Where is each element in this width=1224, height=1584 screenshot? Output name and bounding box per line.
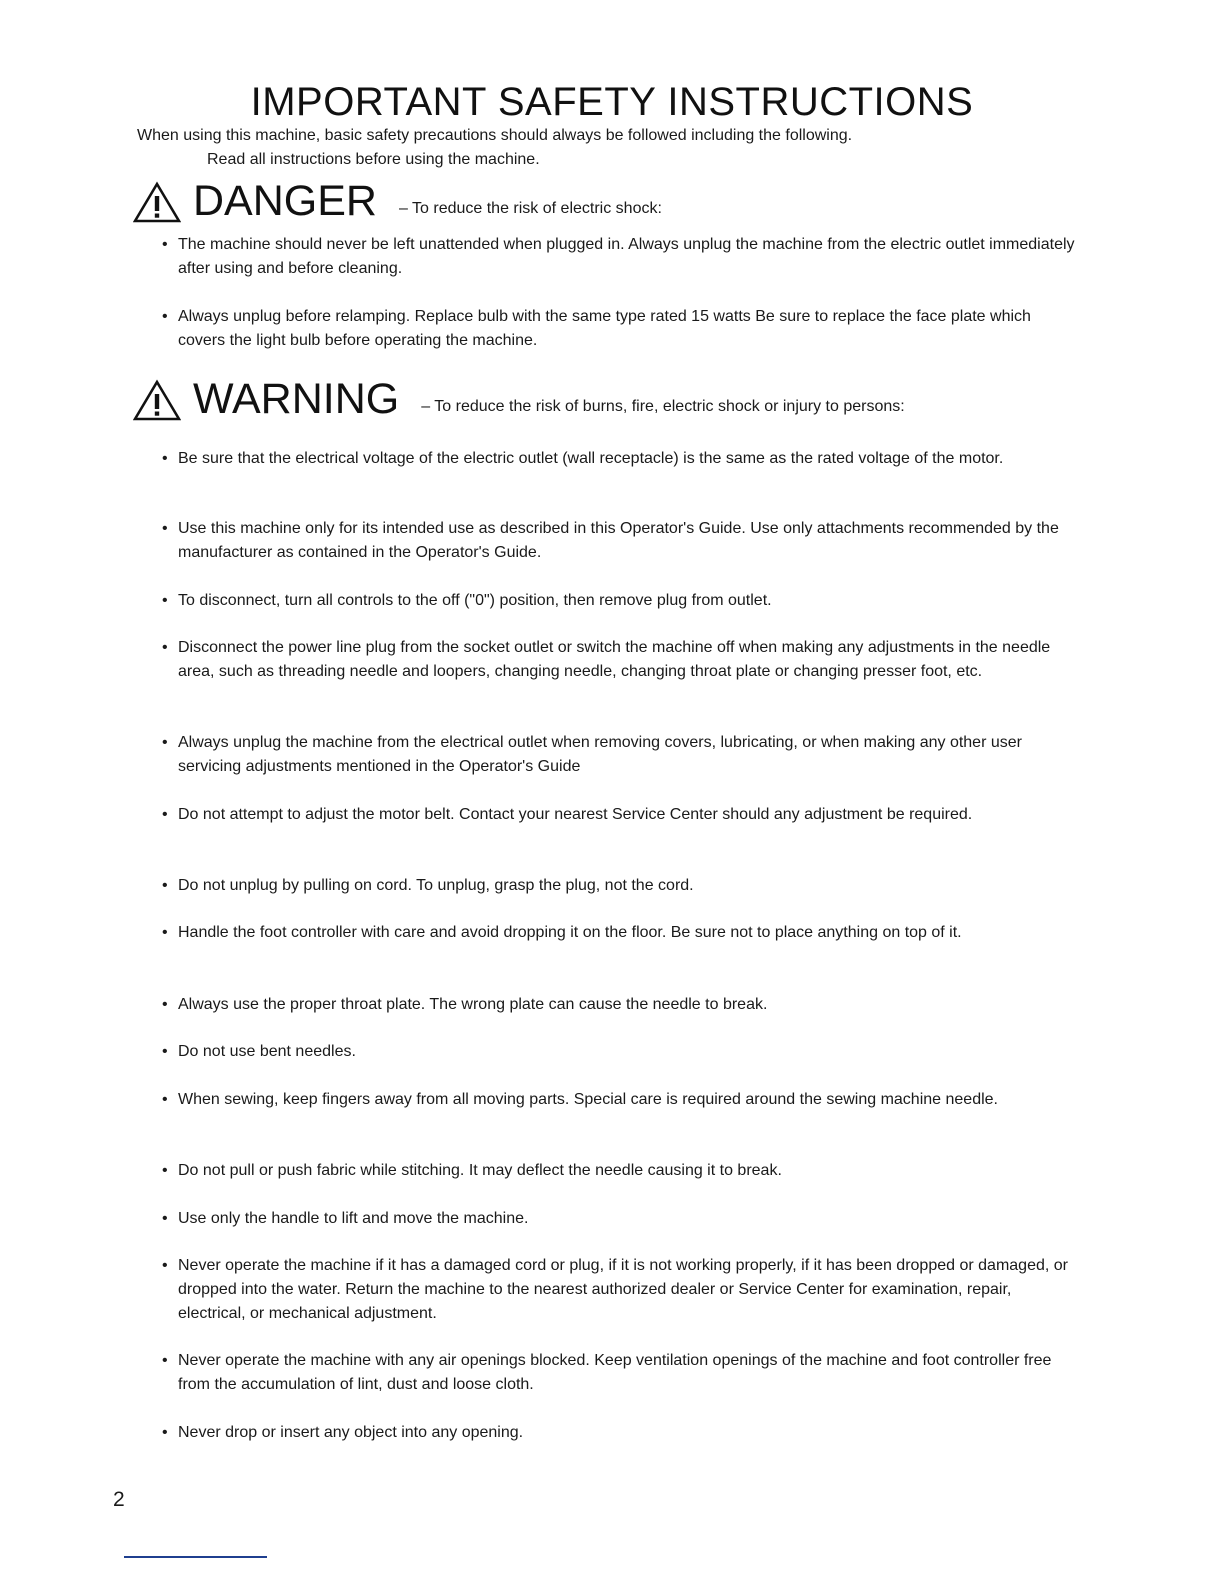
warning-item xyxy=(162,1207,1082,1231)
warning-item xyxy=(162,636,1082,684)
bullet: • xyxy=(162,1257,168,1274)
warning-label: WARNING xyxy=(193,375,400,423)
page-title: IMPORTANT SAFETY INSTRUCTIONS xyxy=(250,80,974,124)
warning-item-text: Use this machine only for its intended use as described in this Operator's Guide. Use only attachments recommended by the manufacturer as contained in the Operator's Guide. xyxy=(178,520,1059,561)
warning-item xyxy=(162,874,1082,898)
bullet: • xyxy=(162,236,168,253)
warning-item-text: Disconnect the power line plug from the socket outlet or switch the machine off when making any adjustments in the needle area, such as threading needle and loopers, changing needle, changing throat plate or changing presser foot, etc. xyxy=(178,639,1051,680)
warning-item-text: To disconnect, turn all controls to the off ("0") position, then remove plug from outlet. xyxy=(178,592,772,609)
warning-item xyxy=(162,589,1082,613)
bullet: • xyxy=(162,996,168,1013)
warning-item xyxy=(162,1040,1082,1064)
bullet: • xyxy=(162,639,168,656)
footer-rule xyxy=(124,1556,267,1558)
warning-item xyxy=(162,731,1082,779)
warning-item xyxy=(162,993,1082,1017)
intro-text: When using this machine, basic safety precautions should always be followed including the following. xyxy=(137,127,853,144)
danger-subtitle: – To reduce the risk of electric shock: xyxy=(398,200,662,217)
bullet: • xyxy=(162,450,168,467)
warning-item xyxy=(162,1349,1082,1397)
bullet: • xyxy=(162,1210,168,1227)
bullet: • xyxy=(162,734,168,751)
bullet: • xyxy=(162,1162,168,1179)
danger-item xyxy=(162,305,1082,353)
bullet: • xyxy=(162,308,168,325)
bullet: • xyxy=(162,806,168,823)
warning-item-text: Be sure that the electrical voltage of the electric outlet (wall receptacle) is the same as the rated voltage of the motor. xyxy=(178,450,1004,467)
warning-item xyxy=(162,921,1082,945)
warning-item-text: Do not unplug by pulling on cord. To unplug, grasp the plug, not the cord. xyxy=(178,877,694,894)
warning-item xyxy=(162,1421,1082,1445)
warning-triangle-icon xyxy=(133,181,181,223)
warning-item xyxy=(162,517,1082,565)
warning-item-text: Never drop or insert any object into any opening. xyxy=(178,1424,524,1441)
danger-label: DANGER xyxy=(193,177,377,225)
warning-item xyxy=(162,1254,1082,1326)
warning-subtitle: – To reduce the risk of burns, fire, electric shock or injury to persons: xyxy=(421,398,905,415)
bullet: • xyxy=(162,520,168,537)
warning-item-text: Do not attempt to adjust the motor belt. Contact your nearest Service Center should any adjustment be required. xyxy=(178,806,973,823)
intro-instruction: Read all instructions before using the machine. xyxy=(207,151,540,168)
warning-item-text: When sewing, keep fingers away from all moving parts. Special care is required around the sewing machine needle. xyxy=(178,1091,998,1108)
warning-item-text: Always unplug the machine from the electrical outlet when removing covers, lubricating, or when making any other user servicing adjustments mentioned in the Operator's Guide xyxy=(178,734,1022,775)
danger-heading xyxy=(133,177,662,225)
warning-item-text: Use only the handle to lift and move the machine. xyxy=(178,1210,529,1227)
bullet: • xyxy=(162,1352,168,1369)
warning-item xyxy=(162,1159,1082,1183)
warning-item-text: Handle the foot controller with care and avoid dropping it on the floor. Be sure not to place anything on top of it. xyxy=(178,924,962,941)
warning-item xyxy=(162,803,1082,827)
warning-item-text: Never operate the machine if it has a damaged cord or plug, if it is not working properly, if it has been dropped or damaged, or dropped into the water. Return the machine to the nearest authorized dealer or Service Center for examination, repair, electrical, or mechanical adjustment. xyxy=(178,1257,1068,1322)
bullet: • xyxy=(162,1043,168,1060)
bullet: • xyxy=(162,924,168,941)
warning-item-text: Do not pull or push fabric while stitching. It may deflect the needle causing it to break. xyxy=(178,1162,782,1179)
danger-item-text: The machine should never be left unattended when plugged in. Always unplug the machine from the electric outlet immediately after using and before cleaning. xyxy=(178,236,1075,277)
bullet: • xyxy=(162,877,168,894)
warning-item-text: Do not use bent needles. xyxy=(178,1043,356,1060)
warning-item-text: Never operate the machine with any air openings blocked. Keep ventilation openings of the machine and foot controller free from the accumulation of lint, dust and loose cloth. xyxy=(178,1352,1052,1393)
bullet: • xyxy=(162,1424,168,1441)
warning-item xyxy=(162,447,1082,471)
warning-heading xyxy=(133,375,905,423)
page-number: 2 xyxy=(113,1488,125,1511)
warning-item-text: Always use the proper throat plate. The wrong plate can cause the needle to break. xyxy=(178,996,768,1013)
danger-item xyxy=(162,233,1082,281)
bullet: • xyxy=(162,1091,168,1108)
bullet: • xyxy=(162,592,168,609)
danger-item-text: Always unplug before relamping. Replace bulb with the same type rated 15 watts Be sure to replace the face plate which covers the light bulb before operating the machine. xyxy=(178,308,1031,349)
warning-item xyxy=(162,1088,1082,1112)
warning-triangle-icon xyxy=(133,379,181,421)
